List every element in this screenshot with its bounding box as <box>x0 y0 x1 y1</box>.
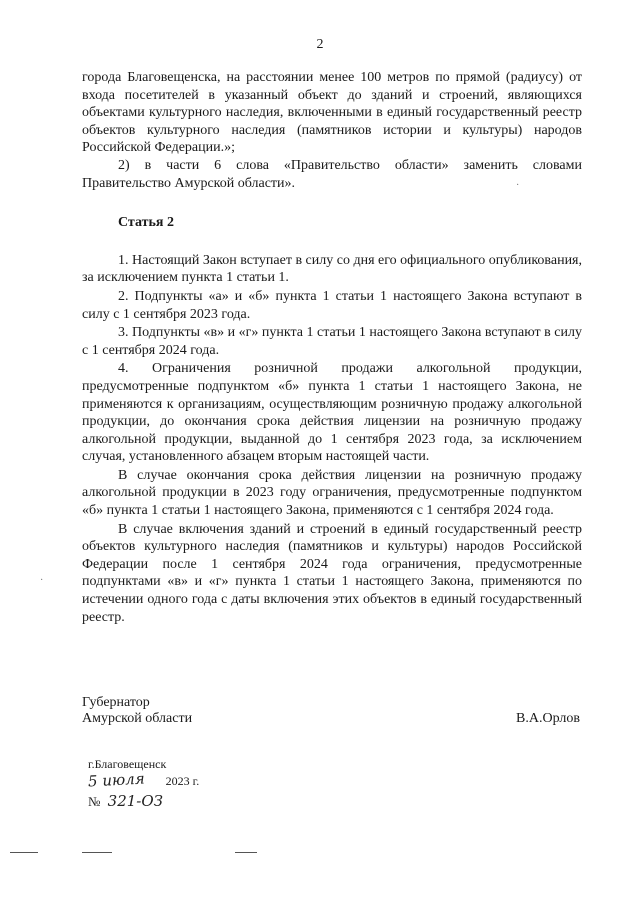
scan-speck: · <box>40 575 44 586</box>
date-line <box>87 769 200 791</box>
signatory-title-line1: Губернатор <box>82 695 150 710</box>
handwritten-law-number: 321-ОЗ <box>107 792 163 810</box>
signatory-title-line2: Амурской области <box>82 711 193 726</box>
city-label: г.Благовещенск <box>88 757 167 771</box>
continuation-paragraph: города Благовещенска, на расстоянии менее 100 метров по прямой (радиусу) от входа посетителей в указанный объект до зданий и строений, являющихся объектами культурного наследия, включенными в единый государственный реестр объектов культурного наследия (памятников истории и культуры) народов Российской Федерации.»; <box>82 70 582 156</box>
footer-rule-right <box>235 852 257 853</box>
article-paragraph-1: 1. Настоящий Закон вступает в силу со дня его официального опубликования, за исключением пункта 1 статьи 1. <box>82 252 582 286</box>
place-date-block <box>88 756 199 810</box>
law-number-line <box>88 793 199 810</box>
amendment-item-2: 2) в части 6 слова «Правительство области» заменить словами Правительство Амурской области». <box>82 157 582 191</box>
footer-rule-mid <box>82 852 112 853</box>
footer-rule-left <box>10 852 38 853</box>
article-paragraph-4: 4. Ограничения розничной продажи алкогольной продукции, предусмотренные подпунктом «б» пункта 1 статьи 1 настоящего Закона, не применяются к организациям, осуществляющим розничную продажу алкогольной продукции, до окончания срока действия лицензии на розничную продажу алкогольной продукции, выданной до 1 сентября 2023 года, за исключением случая, установленного абзацем вторым настоящей части. <box>82 361 582 465</box>
article-paragraph-3: 3. Подпункты «в» и «г» пункта 1 статьи 1 настоящего Закона вступают в силу с 1 сентября 2024 года. <box>82 325 582 358</box>
article-2-body <box>82 252 582 626</box>
page-number: 2 <box>316 37 324 52</box>
document-body <box>82 69 582 627</box>
handwritten-date: 5 июля <box>87 769 146 791</box>
year-label: 2023 г. <box>165 774 200 788</box>
article-paragraph-5: В случае окончания срока действия лицензии на розничную продажу алкогольной продукции в 2023 году ограничения, предусмотренные подпунктом «б» пункта 1 статьи 1 настоящего Закона, применяются с 1 сентября 2024 года. <box>82 467 582 519</box>
signature-block <box>82 695 582 727</box>
scan-speck: · <box>516 180 520 191</box>
article-paragraph-2: 2. Подпункты «а» и «б» пункта 1 статьи 1 настоящего Закона вступают в силу с 1 сентября 2023 года. <box>82 288 582 322</box>
article-paragraph-6: В случае включения зданий и строений в единый государственный реестр объектов культурного наследия (памятников и культуры) народов Российской Федерации после 1 сентября 2024 года ограничения, предусмотренные подпунктами «в» и «г» пункта 1 статьи 1 настоящего Закона, применяются по истечении одного года с даты включения этих объектов в единый государственный реестр. <box>82 521 582 625</box>
signatory-name: В.А.Орлов <box>516 711 580 726</box>
article-heading: Статья 2 <box>118 215 174 231</box>
number-sign: № <box>88 794 101 809</box>
